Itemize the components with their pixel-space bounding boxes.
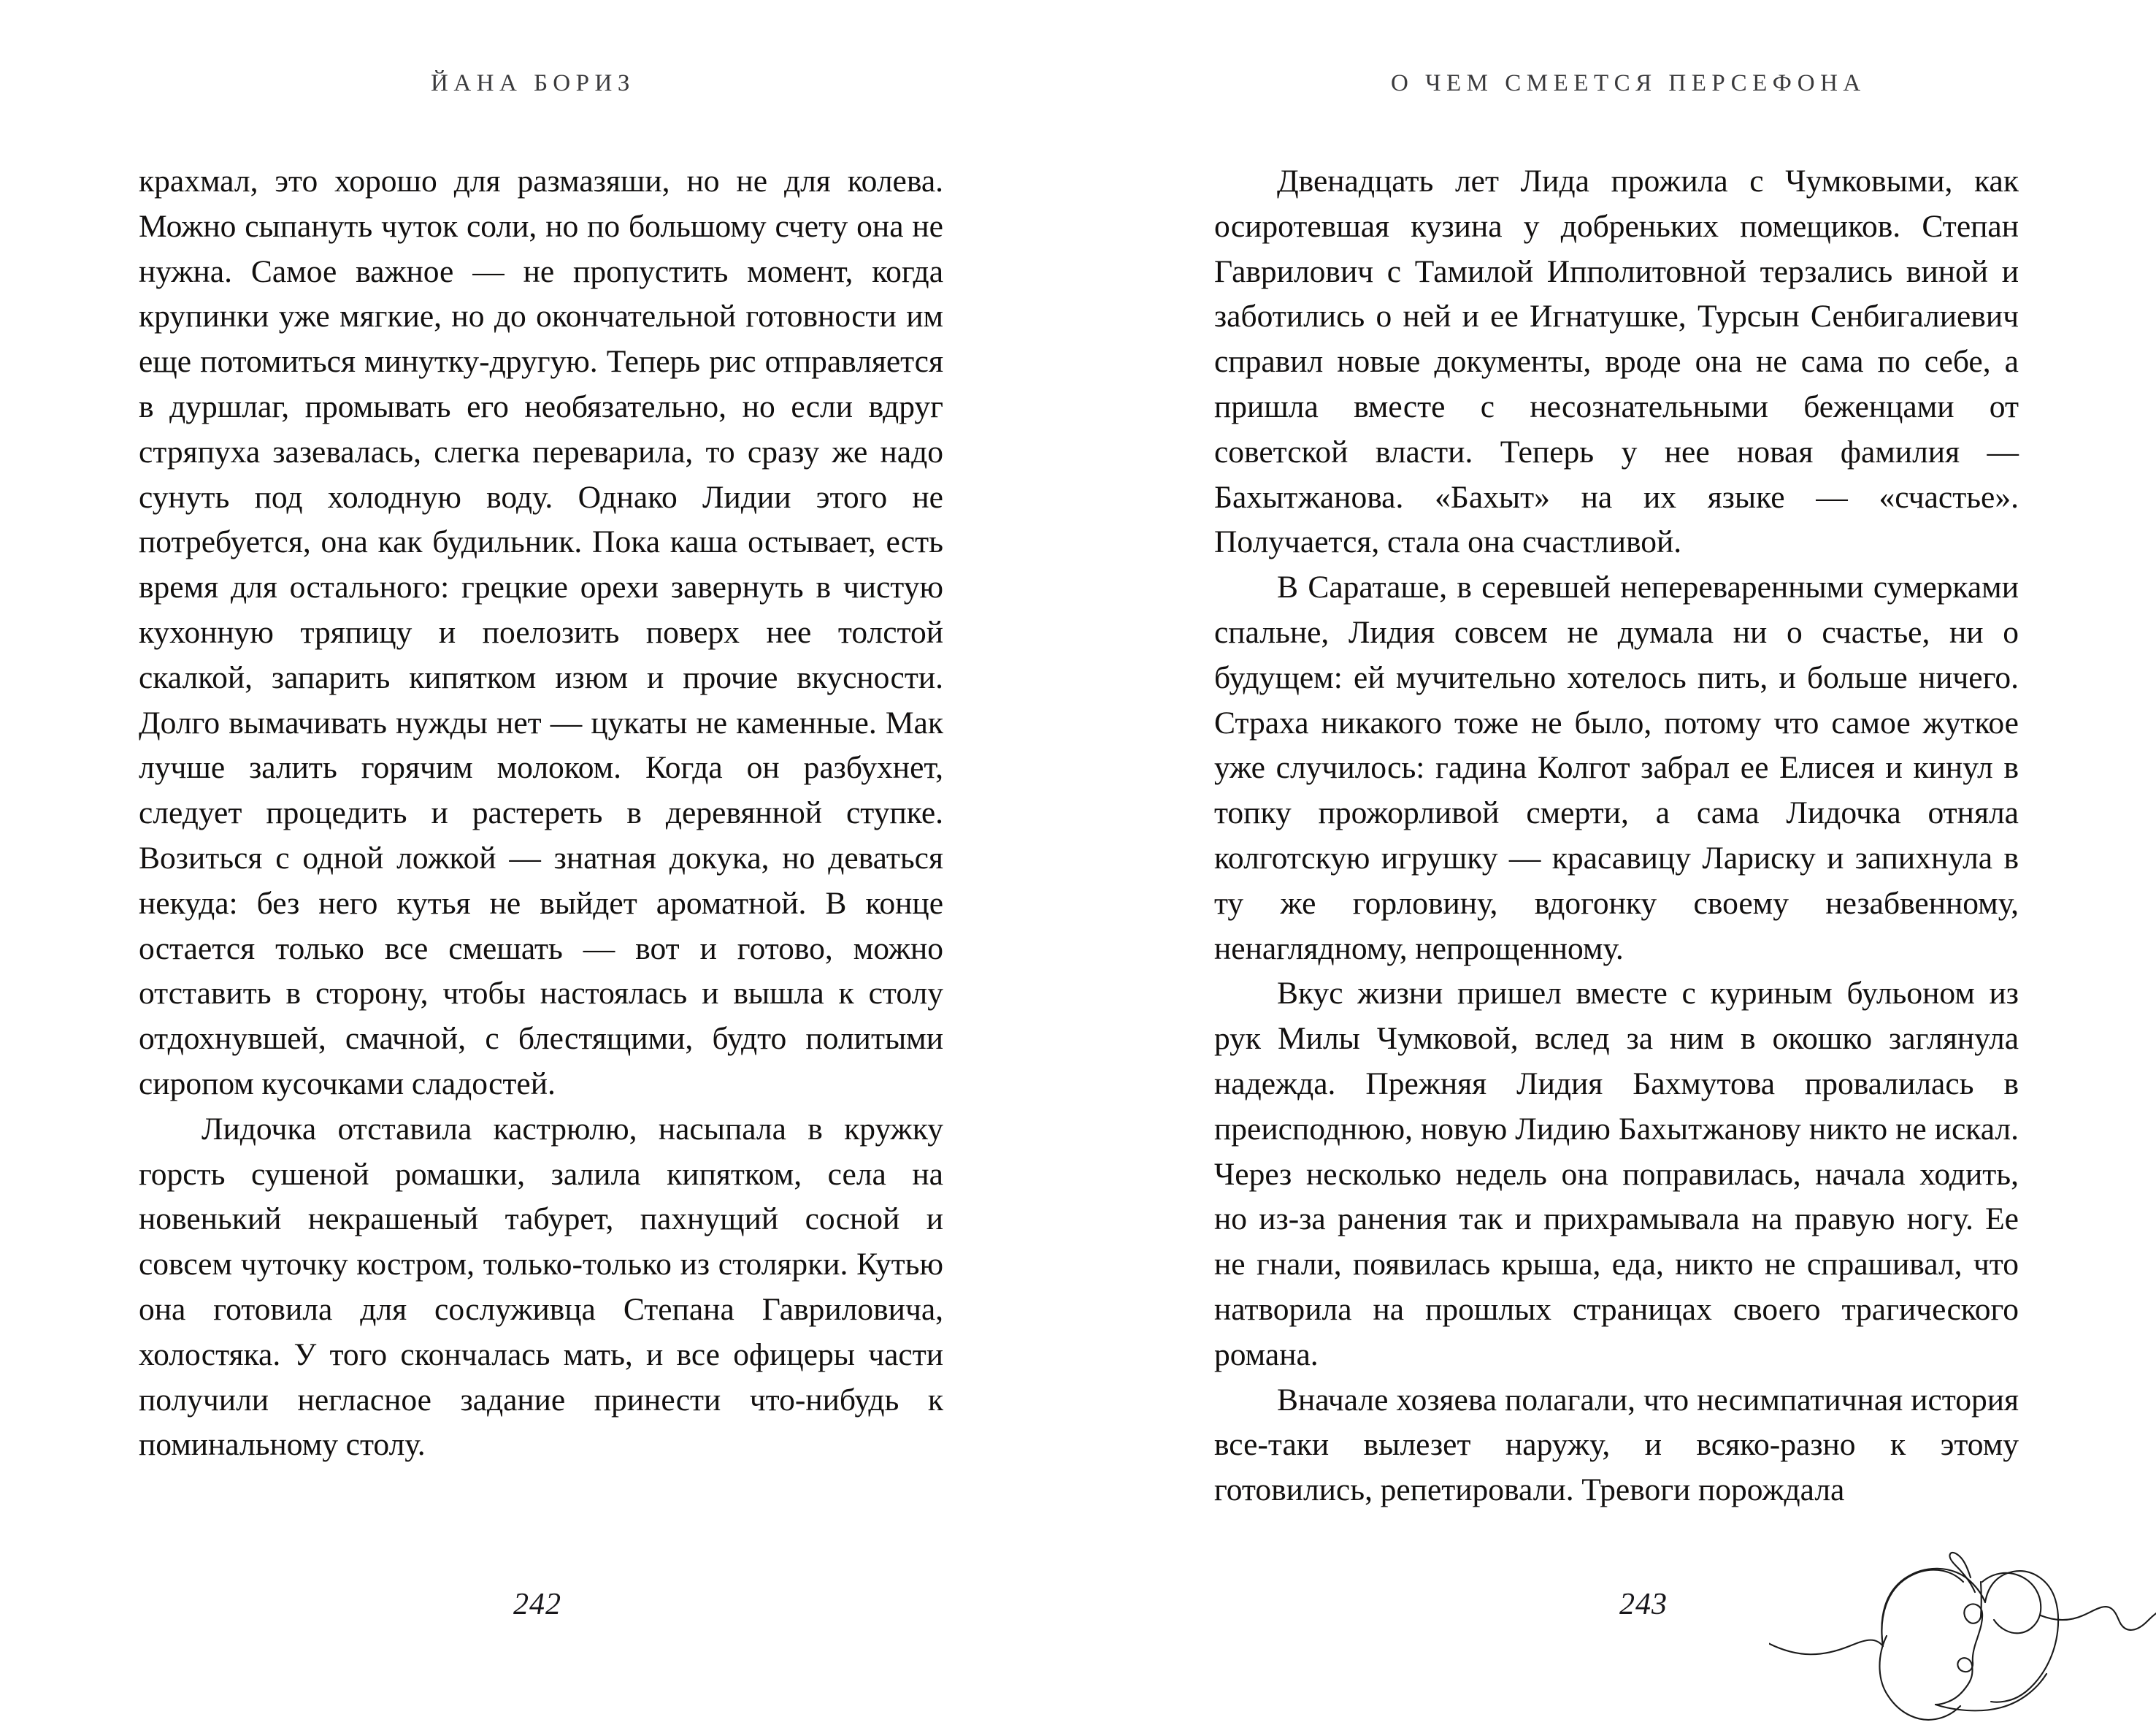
paragraph: Лидочка отставила кастрюлю, насыпала в кружку горсть сушеной ромашки, залила кипятком, села на новенький некрашеный табурет, пахнущий сосной и совсем чуточку костром, только-только из столярки. Кутью она готовила для сослуживца Степана Гавриловича, холостяка. У того скончалась мать, и все офицеры части получили негласное задание принести что-нибудь к поминальному столу. [139,1111,943,1463]
text-columns [139,159,2019,1547]
paragraph: Вначале хозяева полагали, что несимпатичная история все-таки вылезет наружу, и всяко-разно к этому готовились, репетировали. Тревоги порождала [1214,1382,2019,1508]
left-page-column [139,159,943,1547]
running-head-author: ЙАНА БОРИЗ [431,70,635,96]
page-number-right: 243 [1619,1588,1668,1621]
page-number-left: 242 [513,1588,561,1621]
paragraph: В Сараташе, в серевшей непереваренными сумерками спальне, Лидия совсем не думала ни о счастье, ни о будущем: ей мучительно хотелось пить, и больше ничего. Страха никакого тоже не было, потому что самое жуткое уже случилось: гадина Колгот забрал ее Елисея и кинул в топку прожорливой смерти, а сама Лидочка отняла колготскую игрушку — красавицу Лариску и запихнула в ту же горловину, вдогонку своему незабвенному, ненаглядному, непрощенному. [1214,570,2019,966]
paragraph: Вкус жизни пришел вместе с куриным бульоном из рук Милы Чумковой, вслед за ним в окошко заглянула надежда. Прежняя Лидия Бахмутова провалилась в преисподнюю, новую Лидию Бахытжанову никто не искал. Через несколько недель она поправилась, начала ходить, но из-за ранения так и прихрамывала на правую ногу. Ее не гнали, появилась крыша, еда, никто не спрашивал, что натворила на прошлых страницах своего трагического романа. [1214,976,2019,1372]
paragraph: крахмал, это хорошо для размазяши, но не для колева. Можно сыпануть чуток соли, но по большому счету она не нужна. Самое важное — не пропустить момент, когда крупинки уже мягкие, но до окончательной готовности им еще потомиться минутку-другую. Теперь рис отправляется в дуршлаг, промывать его необязательно, но если вдруг стряпуха зазевалась, слегка переварила, то сразу же надо сунуть под холодную воду. Однако Лидии этого не потребуется, она как будильник. Пока каша остывает, есть время для остального: грецкие орехи завернуть в чистую кухонную тряпицу и поелозить поверх нее толстой скалкой, запарить кипятком изюм и прочие вкусности. Долго вымачивать нужды нет — цукаты не каменные. Мак лучше залить горячим молоком. Когда он разбухнет, следует процедить и растереть в деревянной ступке. Возиться с одной ложкой — знатная докука, но деваться некуда: без него кутья не выйдет ароматной. В конце остается только все смешать — вот и готово, можно отставить в сторону, чтобы настоялась и вышла к столу отдохнувшей, смачной, с блестящими, будто политыми сиропом кусочками сладостей. [139,164,943,1101]
paragraph: Двенадцать лет Лида прожила с Чумковыми, как осиротевшая кузина у добреньких помещиков. Степан Гаврилович с Тамилой Ипполитовной терзались виной и заботились о ней и ее Игнатушке, Турсын Сенбигалиевич справил новые документы, вроде она не сама по себе, а пришла вместе с несознательными беженцами от советской власти. Теперь у нее новая фамилия — Бахытжанова. «Бахыт» на их языке — «счастье». Получается, стала она счастливой. [1214,164,2019,560]
right-page-column [1214,159,2019,1547]
running-head-title: О ЧЕМ СМЕЕТСЯ ПЕРСЕФОНА [1391,70,1866,96]
